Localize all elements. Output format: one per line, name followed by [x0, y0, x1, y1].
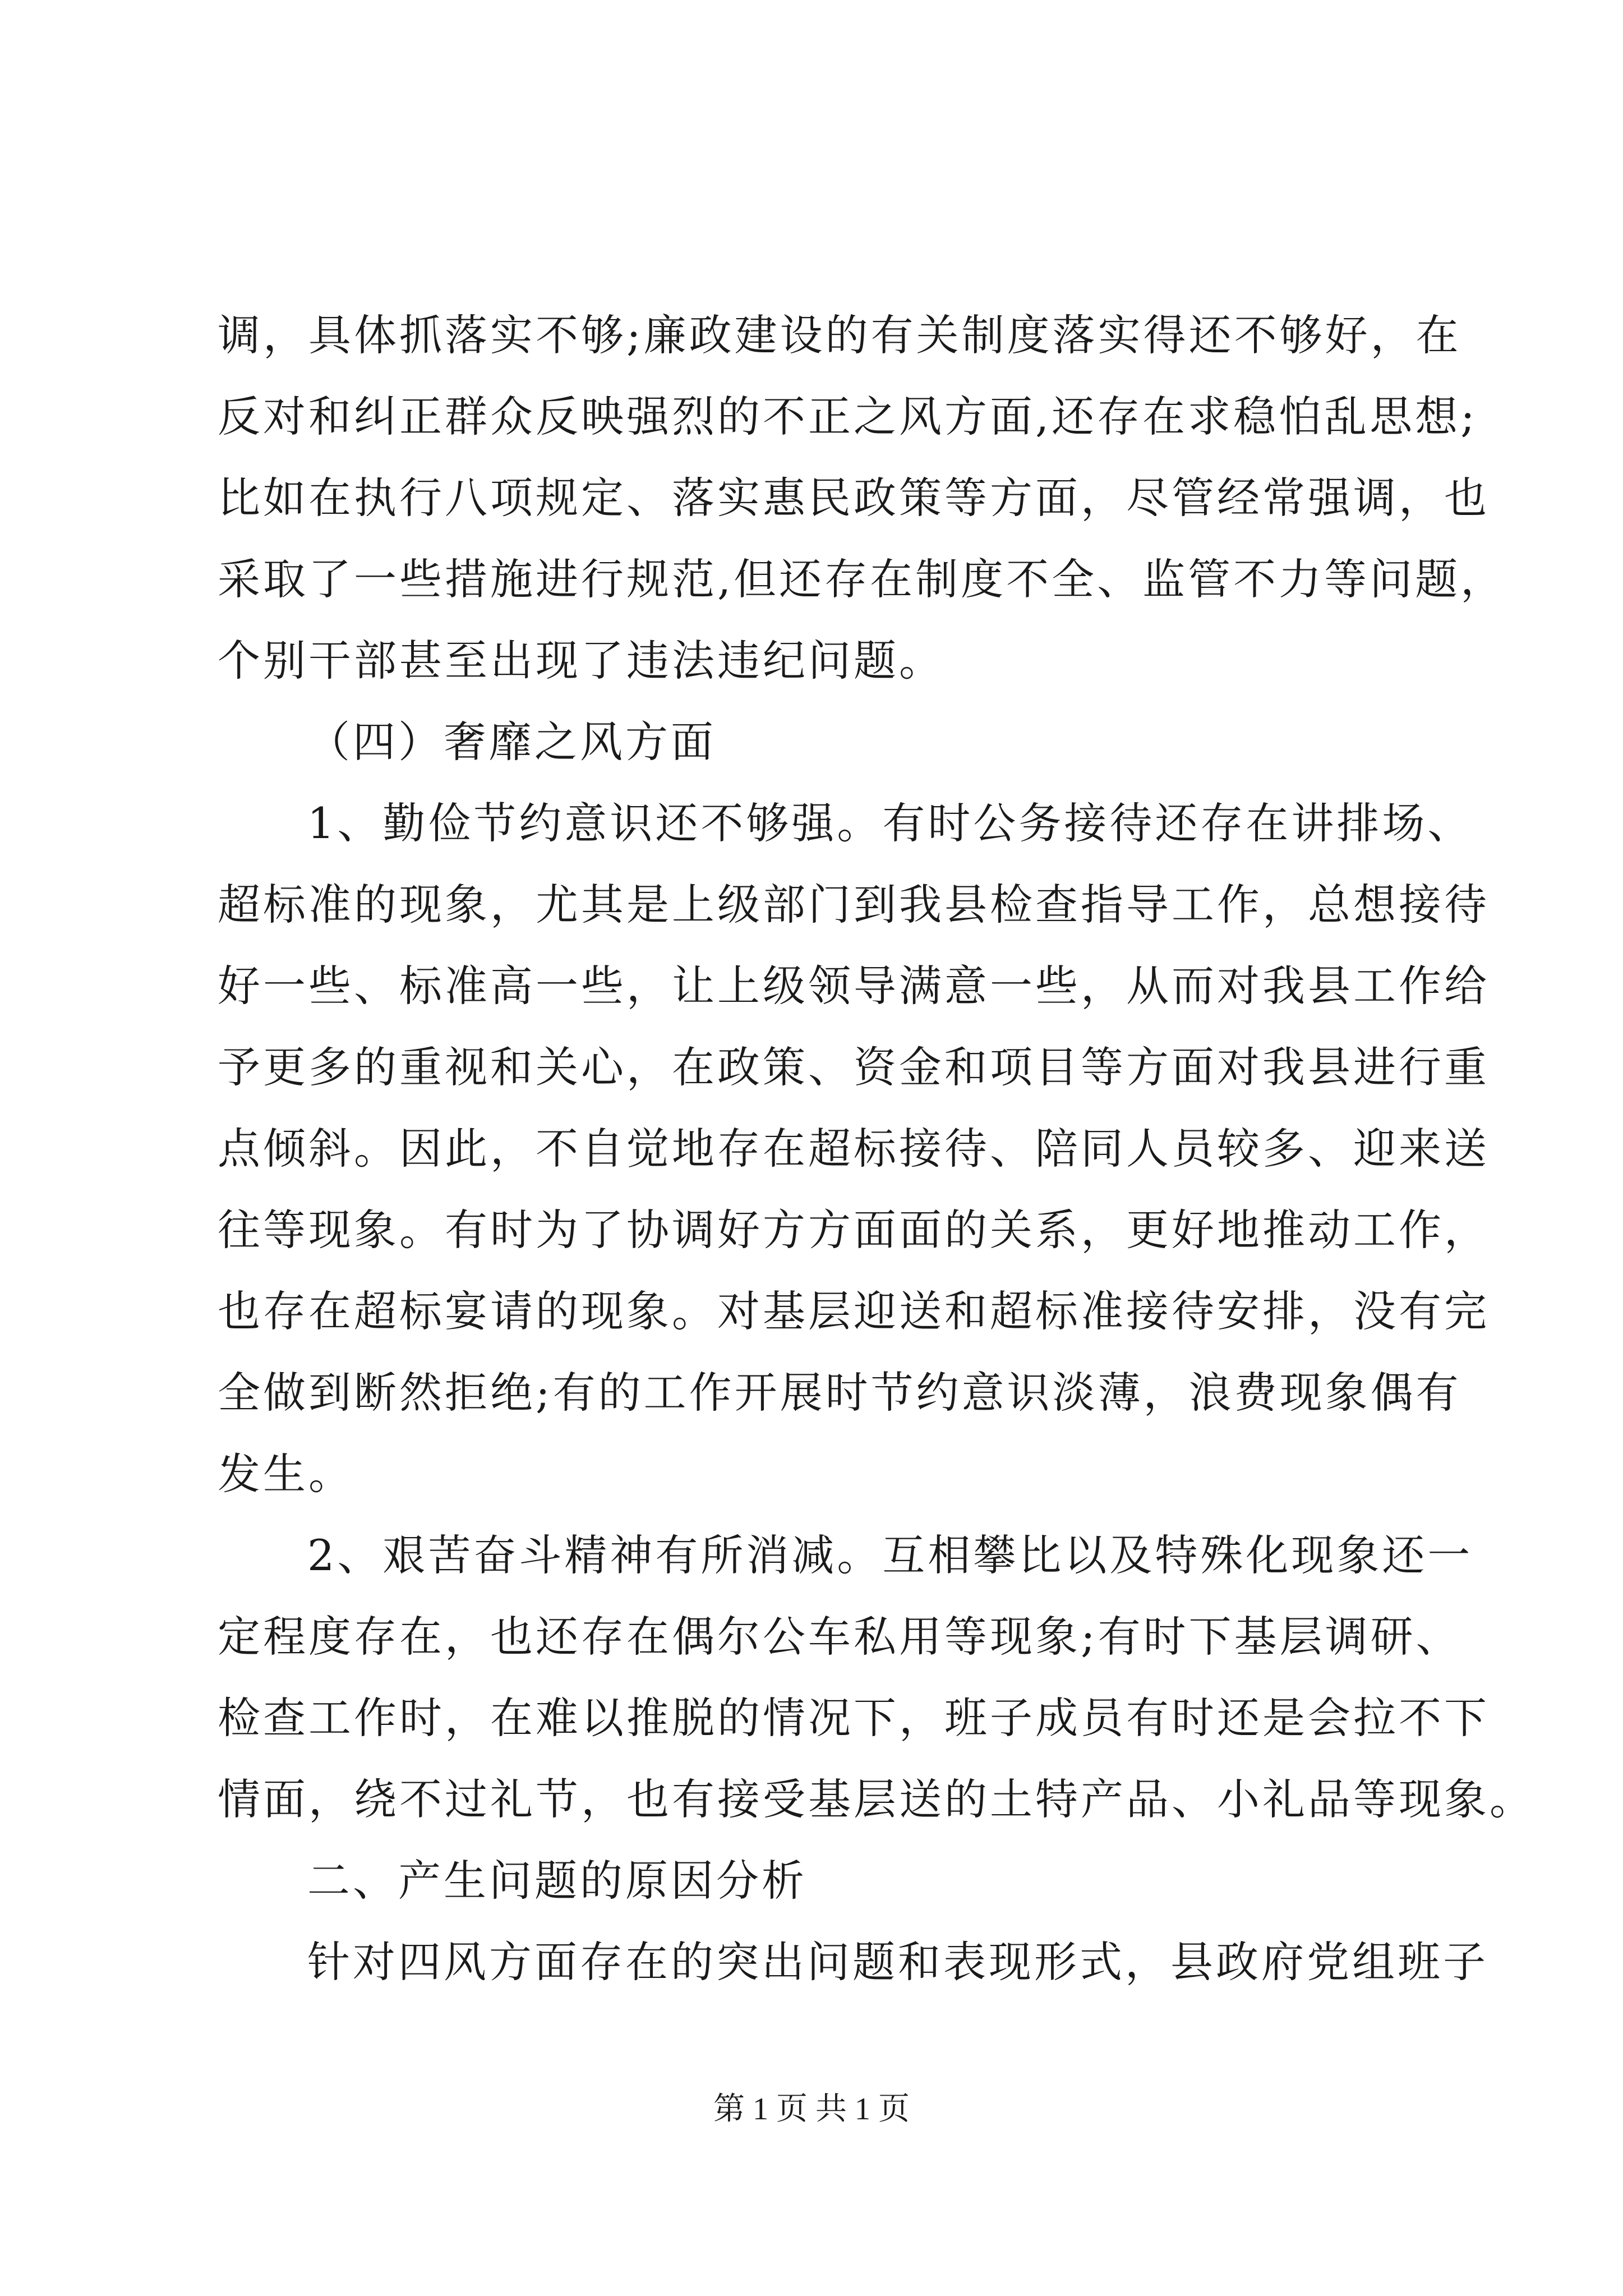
body-line: 往等现象。有时为了协调好方方面面的关系，更好地推动工作，	[218, 1205, 1490, 1255]
section-heading: 二、产生问题的原因分析	[307, 1856, 807, 1906]
paragraph-first-line: 2、艰苦奋斗精神有所消减。互相攀比以及特殊化现象还一	[307, 1530, 1473, 1580]
body-line: 予更多的重视和关心，在政策、资金和项目等方面对我县进行重	[218, 1042, 1490, 1092]
section-heading: （四）奢靡之风方面	[307, 717, 716, 767]
body-line: 也存在超标宴请的现象。对基层迎送和超标准接待安排，没有完	[218, 1286, 1490, 1336]
document-body	[218, 295, 1535, 2003]
body-line: 超标准的现象，尤其是上级部门到我县检查指导工作，总想接待	[218, 880, 1490, 930]
paragraph-first-line: 针对四风方面存在的突出问题和表现形式，县政府党组班子	[307, 1937, 1488, 1987]
body-line: 点倾斜。因此，不自觉地存在超标接待、陪同人员较多、迎来送	[218, 1124, 1490, 1174]
body-line: 好一些、标准高一些，让上级领导满意一些，从而对我县工作给	[218, 961, 1490, 1011]
body-line: 情面，绕不过礼节，也有接受基层送的土特产品、小礼品等现象。	[218, 1774, 1535, 1824]
body-line: 发生。	[218, 1449, 354, 1499]
body-line: 定程度存在，也还存在偶尔公车私用等现象;有时下基层调研、	[218, 1612, 1461, 1662]
body-line: 检查工作时，在难以推脱的情况下，班子成员有时还是会拉不下	[218, 1693, 1490, 1743]
body-line: 调，具体抓落实不够;廉政建设的有关制度落实得还不够好，在	[218, 310, 1461, 360]
body-line: 个别干部甚至出现了违法违纪问题。	[218, 636, 944, 685]
body-line: 采取了一些措施进行规范,但还存在制度不全、监管不力等问题，	[218, 554, 1506, 604]
body-line: 反对和纠正群众反映强烈的不正之风方面,还存在求稳怕乱思想;	[218, 392, 1478, 441]
page-footer: 第 1 页 共 1 页	[713, 2092, 910, 2127]
body-line: 全做到断然拒绝;有的工作开展时节约意识淡薄，浪费现象偶有	[218, 1368, 1461, 1418]
paragraph-first-line: 1、勤俭节约意识还不够强。有时公务接待还存在讲排场、	[307, 798, 1473, 848]
body-line: 比如在执行八项规定、落实惠民政策等方面，尽管经常强调，也	[218, 473, 1490, 523]
